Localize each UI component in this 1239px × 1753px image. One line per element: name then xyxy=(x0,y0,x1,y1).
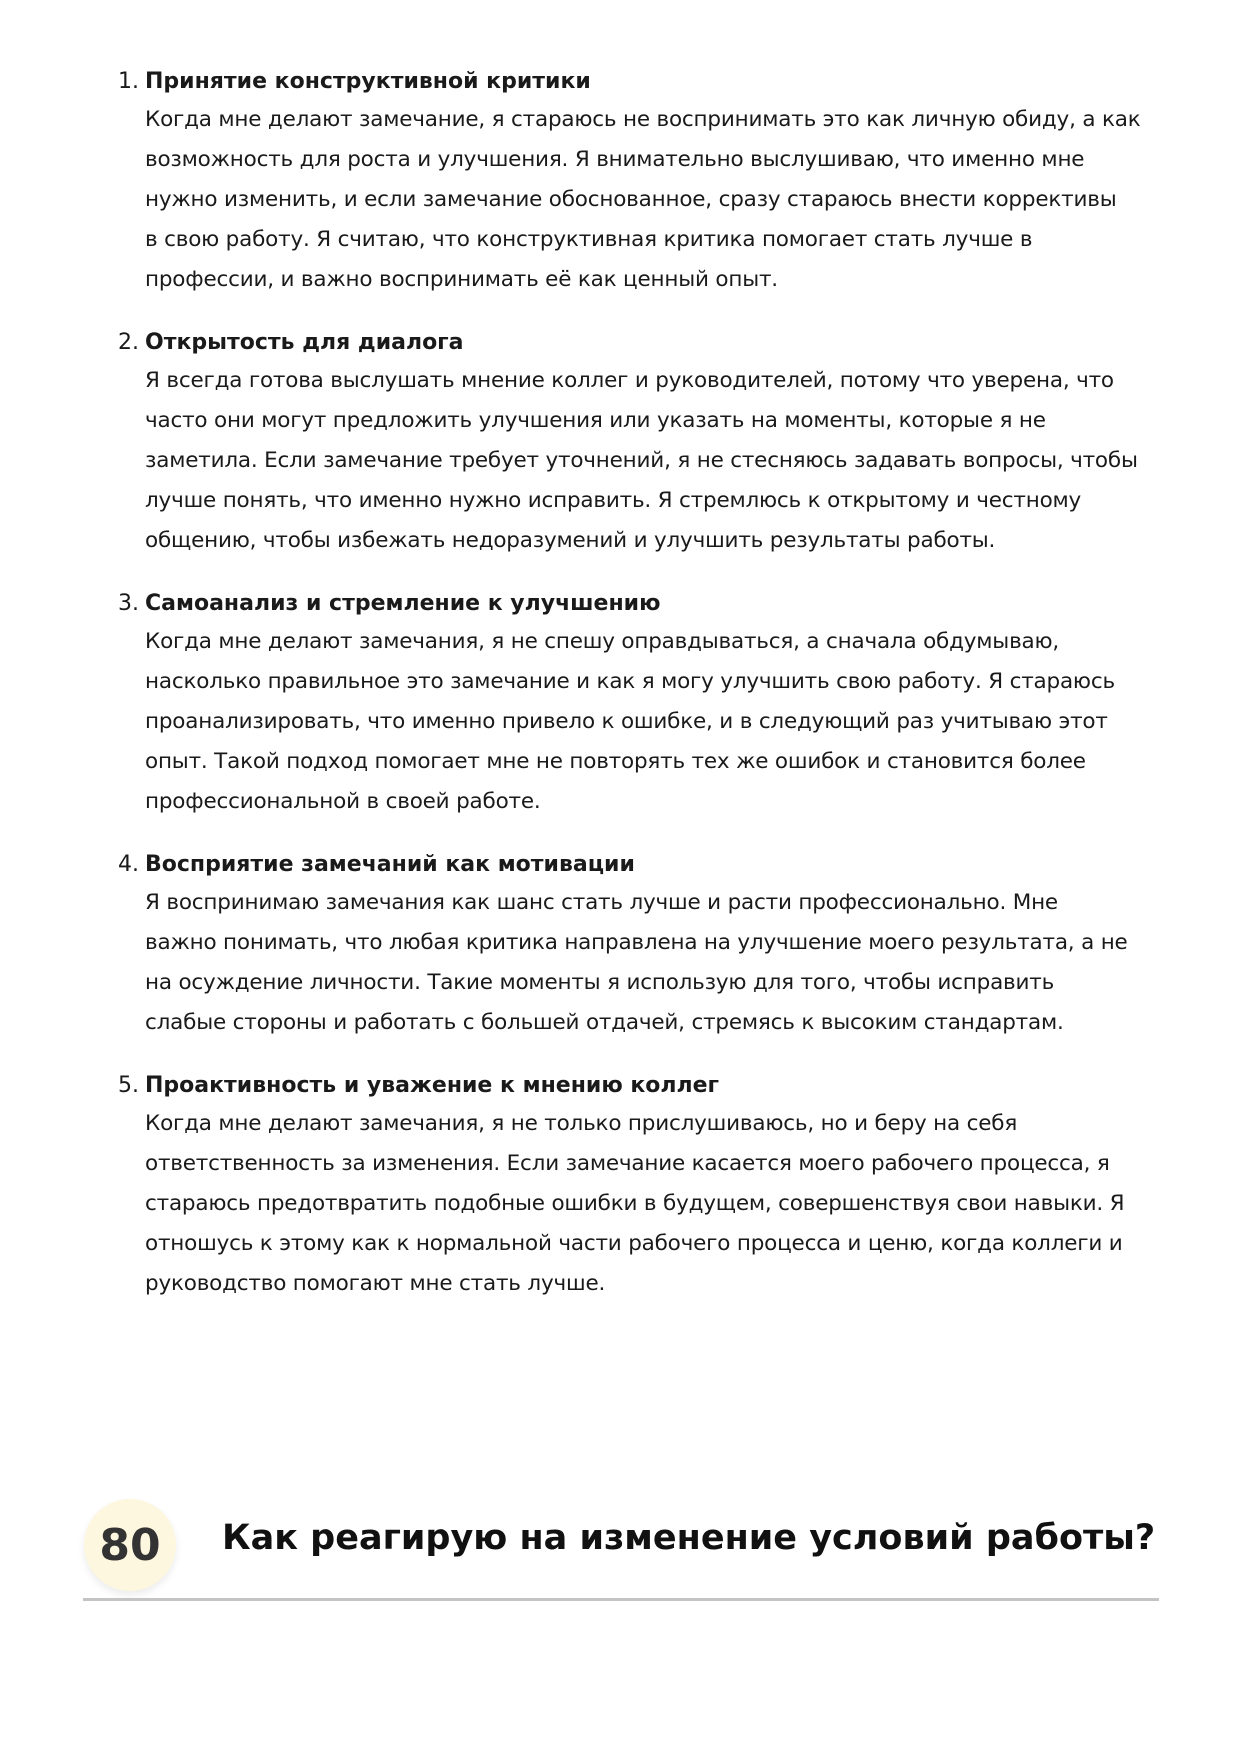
item-text-line: возможность для роста и улучшения. Я внимательно выслушиваю, что именно мне xyxy=(145,147,1085,172)
item-text-line: Когда мне делают замечания, я не только прислушиваюсь, но и беру на себя xyxy=(145,1111,1018,1136)
item-title-row xyxy=(118,1066,1178,1104)
item-text-line: Когда мне делают замечание, я стараюсь не воспринимать это как личную обиду, а как xyxy=(145,107,1141,132)
item-text-line: отношусь к этому как к нормальной части рабочего процесса и ценю, когда коллеги и xyxy=(145,1231,1123,1256)
item-number: 5. xyxy=(118,1072,139,1098)
divider xyxy=(83,1598,1159,1601)
item-title: Проактивность и уважение к мнению коллег xyxy=(145,1072,720,1098)
item-number: 3. xyxy=(118,590,139,616)
section-number-badge: 80 xyxy=(84,1499,176,1591)
item-text-line: профессии, и важно воспринимать её как ценный опыт. xyxy=(145,267,778,292)
item-title-row xyxy=(118,62,1178,100)
item-title-row xyxy=(118,584,1178,622)
list-item xyxy=(118,62,1178,300)
item-text-line: на осуждение личности. Такие моменты я использую для того, чтобы исправить xyxy=(145,970,1055,995)
item-title: Самоанализ и стремление к улучшению xyxy=(145,590,661,616)
list-item xyxy=(118,584,1178,822)
item-number: 2. xyxy=(118,329,139,355)
item-text-line: общению, чтобы избежать недоразумений и улучшить результаты работы. xyxy=(145,528,996,553)
list-item xyxy=(118,845,1178,1043)
item-text-line: опыт. Такой подход помогает мне не повторять тех же ошибок и становится более xyxy=(145,749,1086,774)
item-title-row xyxy=(118,845,1178,883)
item-text-line: нужно изменить, и если замечание обоснованное, сразу стараюсь внести коррективы xyxy=(145,187,1117,212)
item-text-line: лучше понять, что именно нужно исправить. Я стремлюсь к открытому и честному xyxy=(145,488,1082,513)
item-text-line: в свою работу. Я считаю, что конструктивная критика помогает стать лучше в xyxy=(145,227,1033,252)
list-item xyxy=(118,1066,1178,1304)
item-text-line: ответственность за изменения. Если замечание касается моего рабочего процесса, я xyxy=(145,1151,1110,1176)
item-title: Принятие конструктивной критики xyxy=(145,68,591,94)
item-text-line: Я воспринимаю замечания как шанс стать лучше и расти профессионально. Мне xyxy=(145,890,1058,915)
numbered-list xyxy=(118,62,1178,1327)
item-number: 4. xyxy=(118,851,139,877)
item-text-line: Я всегда готова выслушать мнение коллег и руководителей, потому что уверена, что xyxy=(145,368,1114,393)
item-number: 1. xyxy=(118,68,139,94)
item-text-line: проанализировать, что именно привело к ошибке, и в следующий раз учитываю этот xyxy=(145,709,1108,734)
item-text-line: насколько правильное это замечание и как я могу улучшить свою работу. Я стараюсь xyxy=(145,669,1115,694)
item-title-row xyxy=(118,323,1178,361)
list-item xyxy=(118,323,1178,561)
item-title: Восприятие замечаний как мотивации xyxy=(145,851,635,877)
item-text-line: слабые стороны и работать с большей отдачей, стремясь к высоким стандартам. xyxy=(145,1010,1064,1035)
item-text-line: часто они могут предложить улучшения или указать на моменты, которые я не xyxy=(145,408,1046,433)
item-text-line: руководство помогают мне стать лучше. xyxy=(145,1271,606,1296)
item-text-line: заметила. Если замечание требует уточнений, я не стесняюсь задавать вопросы, чтобы xyxy=(145,448,1138,473)
item-text-line: важно понимать, что любая критика направлена на улучшение моего результата, а не xyxy=(145,930,1128,955)
item-text-line: профессиональной в своей работе. xyxy=(145,789,541,814)
item-text-line: стараюсь предотвратить подобные ошибки в будущем, совершенствуя свои навыки. Я xyxy=(145,1191,1125,1216)
item-title: Открытость для диалога xyxy=(145,329,464,355)
item-text-line: Когда мне делают замечания, я не спешу оправдываться, а сначала обдумываю, xyxy=(145,629,1060,654)
section-heading: Как реагирую на изменение условий работы? xyxy=(222,1518,1156,1558)
